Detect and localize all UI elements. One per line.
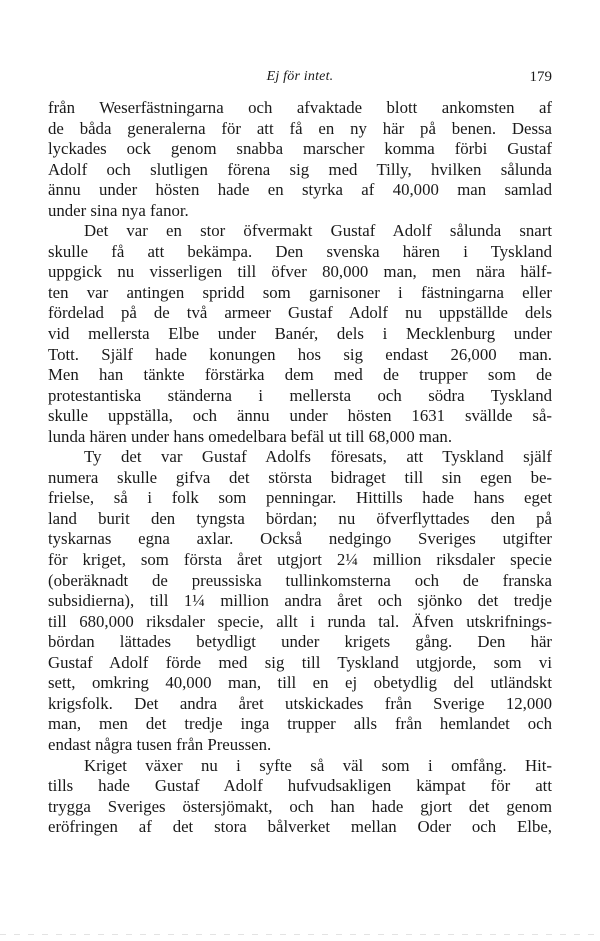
text-line: uppgick nu visserligen till öfver 80,000 man, men nära hälf- [48, 262, 552, 282]
text-line: lunda hären under hans omedelbara befäl ut till 68,000 man. [48, 426, 453, 446]
text-line: Ty det var Gustaf Adolfs föresats, att Tyskland själf [84, 447, 552, 467]
text-line: numera skulle gifva det största bidraget till sin egen be- [48, 467, 552, 487]
text-line: Adolf och slutligen förena sig med Tilly, hvilken sålunda [48, 159, 552, 179]
text-line: vid mellersta Elbe under Banér, dels i Mecklenburg under [48, 324, 552, 344]
text-line: fördelad på de två armeer Gustaf Adolf nu uppställde dels [48, 303, 552, 323]
text-line: Men han tänkte förstärka dem med de trupper som de [48, 365, 552, 385]
text-line: man, men det tredje inga trupper alls från hemlandet och [48, 714, 552, 734]
text-line: Kriget växer nu i syfte så väl som i omfång. Hit- [84, 755, 552, 775]
text-line: skulle få att bekämpa. Den svenska hären i Tyskland [48, 241, 552, 261]
text-line: tills hade Gustaf Adolf hufvudsakligen kämpat för att [48, 776, 552, 796]
text-line: bördan lättades betydligt under krigets gång. Den här [48, 632, 552, 652]
text-line: från Weserfästningarna och afvaktade blott ankomsten af [48, 98, 552, 117]
text-line: Gustaf Adolf förde med sig till Tyskland utgjorde, som vi [48, 652, 552, 672]
body-text [48, 98, 552, 838]
text-line: tyskarnas egna axlar. Också nedgingo Sveriges utgifter [48, 529, 552, 549]
page-number: 179 [529, 69, 552, 85]
text-line: under sina nya fanor. [48, 200, 189, 220]
text-line: till 680,000 riksdaler specie, allt i runda tal. Äfven utskrifnings- [48, 611, 552, 631]
text-line: för kriget, som första året utgjort 2¼ million riksdaler specie [48, 550, 552, 570]
text-line: frielse, så i folk som penningar. Hittills hade hans eget [48, 488, 552, 508]
text-line: Tott. Själf hade konungen hos sig endast 26,000 man. [48, 344, 552, 364]
scan-edge-mark [0, 934, 600, 935]
text-line: de båda generalerna för att få en ny här på benen. Dessa [48, 118, 552, 138]
running-title: Ej för intet. [266, 69, 334, 84]
text-line: ten var antingen spridd som garnisoner i fästningarna eller [48, 282, 552, 302]
text-line: lyckades ock genom snabba marscher komma förbi Gustaf [48, 139, 552, 159]
text-line: subsidierna), till 1¼ million andra året och sjönko det tredje [48, 591, 552, 611]
text-line: sett, omkring 40,000 man, till en ej obetydlig del utländskt [48, 673, 552, 693]
text-line: endast några tusen från Preussen. [48, 734, 272, 754]
text-line: skulle uppställa, och ännu under hösten 1631 svällde så- [48, 406, 552, 426]
text-line: ännu under hösten hade en styrka af 40,000 man samlad [48, 180, 552, 200]
text-line: Det var en stor öfvermakt Gustaf Adolf sålunda snart [84, 221, 552, 241]
running-head [48, 69, 552, 91]
text-line: eröfringen af det stora bålverket mellan Oder och Elbe, [48, 817, 552, 837]
text-line: (oberäknadt de preussiska tullinkomsterna och de franska [48, 570, 552, 590]
text-line: trygga Sveriges östersjömakt, och han hade gjort det genom [48, 796, 552, 816]
text-line: land burit den tyngsta bördan; nu öfverflyttades den på [48, 508, 552, 528]
text-line: protestantiska ständerna i mellersta och södra Tyskland [48, 385, 552, 405]
text-line: krigsfolk. Det andra året utskickades från Sverige 12,000 [48, 693, 552, 713]
